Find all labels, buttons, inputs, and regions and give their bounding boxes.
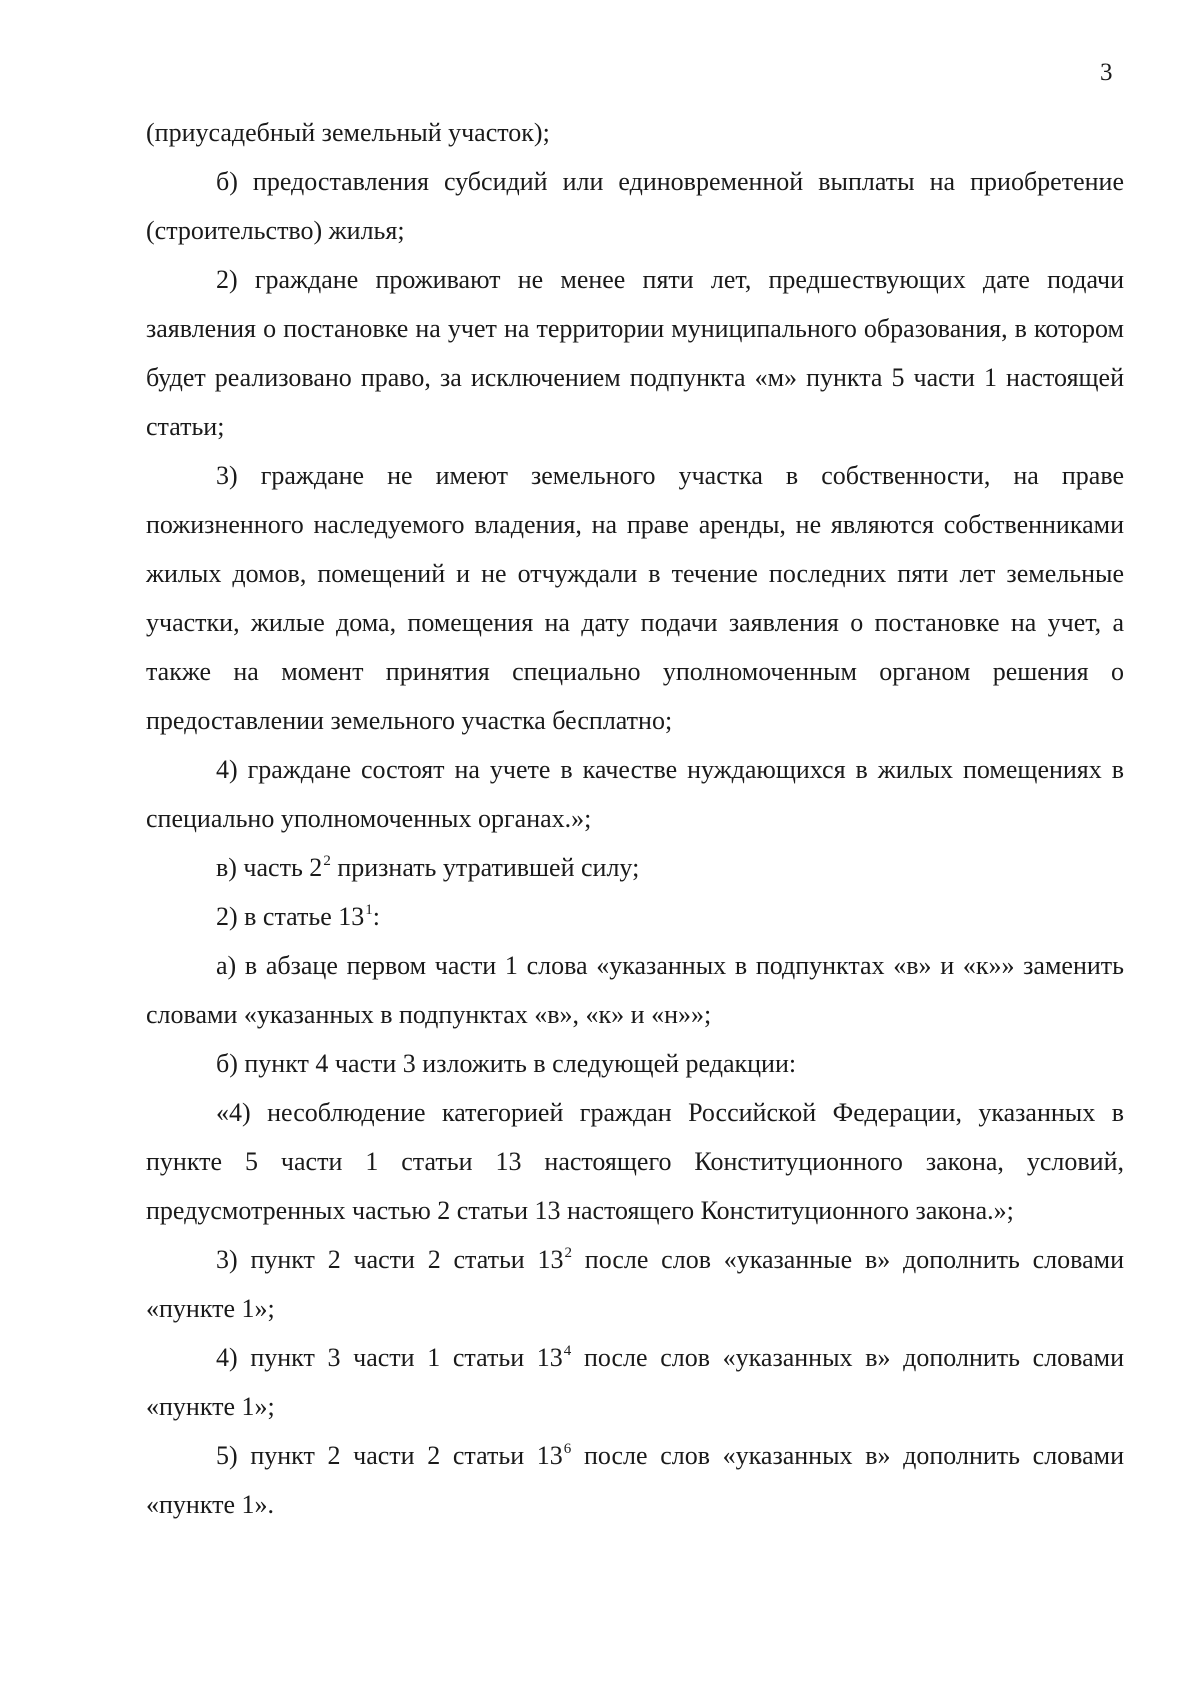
paragraph-2: б) предоставления субсидий или единовременной выплаты на приобретение (строительство) жилья;	[146, 167, 1124, 245]
paragraph-4: 3) граждане не имеют земельного участка в собственности, на праве пожизненного наследуемого владения, на праве аренды, не являются собственниками жилых домов, помещений и не отчуждали в течение последних пяти лет земельные участки, жилые дома, помещения на дату подачи заявления о постановке на учет, а также на момент принятия специально уполномоченным органом решения о предоставлении земельного участка бесплатно;	[146, 461, 1124, 735]
paragraph-11-before: 3) пункт 2 части 2 статьи 13	[216, 1245, 564, 1274]
paragraph-13-before: 5) пункт 2 части 2 статьи 13	[216, 1441, 563, 1470]
page-number: 3	[1100, 59, 1113, 86]
paragraph-12	[146, 1333, 1124, 1431]
paragraph-6-before: в) часть 2	[216, 853, 323, 882]
paragraph-13	[146, 1431, 1124, 1529]
paragraph-13-after: после слов «указанных в» дополнить словами «пункте 1».	[146, 1441, 1125, 1519]
paragraph-10: «4) несоблюдение категорией граждан Российской Федерации, указанных в пункте 5 части 1 статьи 13 настоящего Конституционного закона, условий, предусмотренных частью 2 статьи 13 настоящего Конституционного закона.»;	[146, 1098, 1124, 1225]
paragraph-6-after: признать утратившей силу;	[330, 853, 640, 882]
paragraph-12-after: после слов «указанных в» дополнить словами «пункте 1»;	[146, 1343, 1125, 1421]
paragraph-9: б) пункт 4 части 3 изложить в следующей редакции:	[216, 1049, 797, 1078]
paragraph-6-superscript: 2	[323, 853, 331, 869]
paragraph-7-after: :	[372, 902, 381, 931]
paragraph-3: 2) граждане проживают не менее пяти лет, предшествующих дате подачи заявления о постановке на учет на территории муниципального образования, в котором будет реализовано право, за исключением подпункта «м» пункта 5 части 1 настоящей статьи;	[146, 265, 1124, 441]
paragraph-11-superscript: 2	[564, 1245, 572, 1261]
document-body	[146, 108, 1124, 1529]
paragraph-13-superscript: 6	[563, 1441, 572, 1457]
paragraph-1: (приусадебный земельный участок);	[146, 118, 550, 147]
paragraph-12-superscript: 4	[563, 1343, 572, 1359]
paragraph-11-after: после слов «указанные в» дополнить словами «пункте 1»;	[146, 1245, 1124, 1323]
paragraph-7	[146, 892, 1124, 941]
paragraph-7-superscript: 1	[365, 902, 373, 918]
paragraph-8: а) в абзаце первом части 1 слова «указанных в подпунктах «в» и «к»» заменить словами «указанных в подпунктах «в», «к» и «н»»;	[146, 951, 1124, 1029]
paragraph-11	[146, 1235, 1124, 1333]
paragraph-6	[146, 843, 1124, 892]
paragraph-5: 4) граждане состоят на учете в качестве нуждающихся в жилых помещениях в специально уполномоченных органах.»;	[146, 755, 1124, 833]
paragraph-7-before: 2) в статье 13	[216, 902, 365, 931]
paragraph-12-before: 4) пункт 3 части 1 статьи 13	[216, 1343, 563, 1372]
